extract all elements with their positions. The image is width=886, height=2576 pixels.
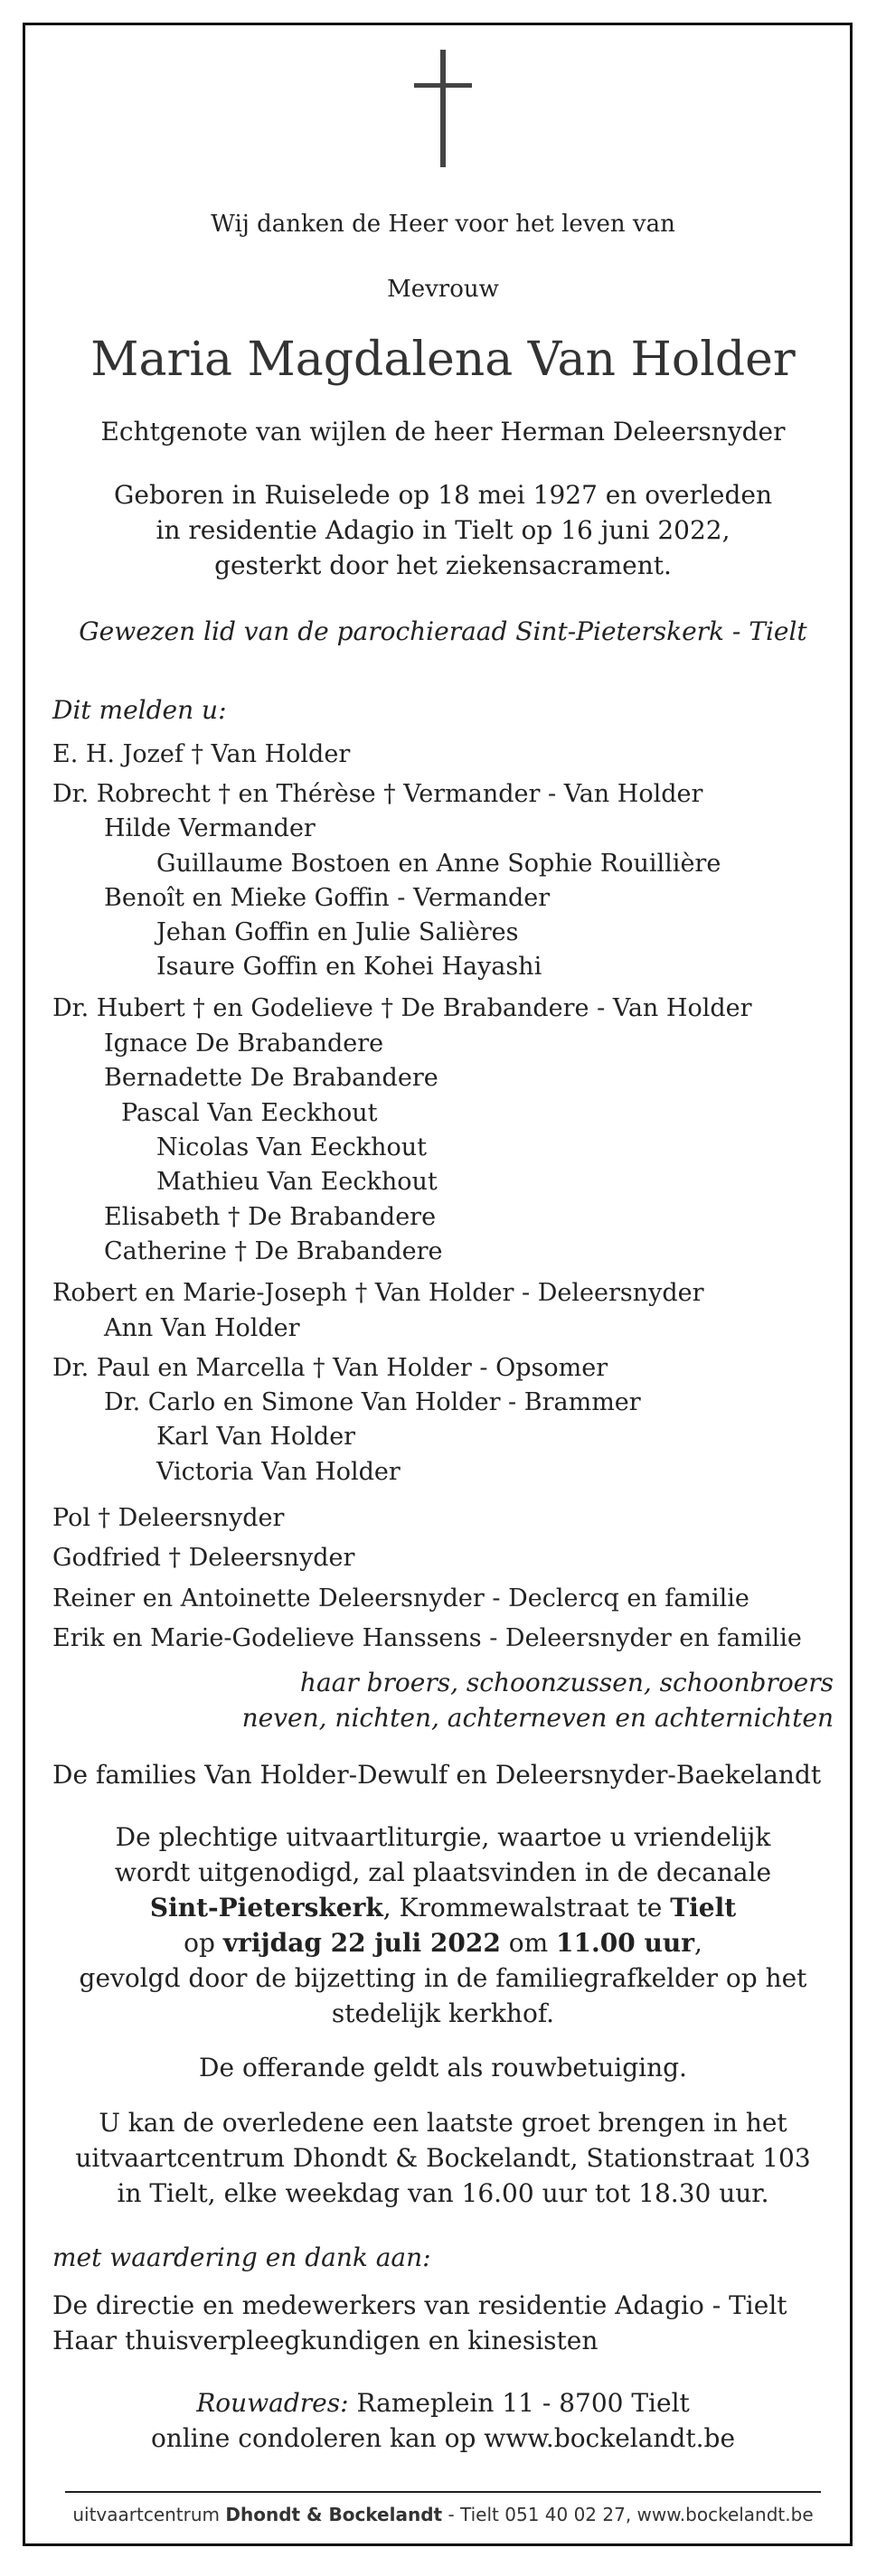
birth-line: gesterkt door het ziekensacrament. bbox=[214, 550, 672, 580]
offering-text: De offerande geldt als rouwbetuiging. bbox=[199, 2053, 687, 2082]
funeral-time: 11.00 uur bbox=[556, 1928, 694, 1958]
visit-line: in Tielt, elke weekdag van 16.00 uur tot 18.30 uur. bbox=[117, 2178, 769, 2208]
footer-text: uitvaartcentrum Dhondt & Bockelandt - Tielt 051 40 02 27, www.bockelandt.be bbox=[72, 2504, 814, 2525]
mourner-line: Ann Van Holder bbox=[104, 1314, 300, 1342]
role-text: Gewezen lid van de parochieraad Sint-Pieterskerk - Tielt bbox=[79, 616, 807, 646]
funeral-datetime: op vrijdag 22 juli 2022 om 11.00 uur, bbox=[184, 1928, 702, 1958]
mourner-line: Benoît en Mieke Goffin - Vermander bbox=[104, 884, 551, 912]
mourner-line: Hilde Vermander bbox=[104, 814, 316, 842]
spouse-text: Echtgenote van wijlen de heer Herman Deleersnyder bbox=[100, 417, 786, 447]
intro-text: Wij danken de Heer voor het leven van bbox=[211, 211, 675, 238]
mourner-line: Ignace De Brabandere bbox=[104, 1029, 384, 1058]
mourner-line: Bernadette De Brabandere bbox=[104, 1064, 438, 1092]
visit-line: U kan de overledene een laatste groet brengen in het bbox=[99, 2108, 787, 2138]
mourner-line: Dr. Carlo en Simone Van Holder - Brammer bbox=[104, 1388, 641, 1416]
mourners-heading: Dit melden u: bbox=[52, 695, 227, 725]
relatives-line: haar broers, schoonzussen, schoonbroers bbox=[299, 1668, 834, 1697]
mourner-line: Catherine † De Brabandere bbox=[104, 1237, 443, 1265]
thanks-heading: met waardering en dank aan: bbox=[52, 2242, 431, 2272]
address-label: Rouwadres: bbox=[196, 2388, 349, 2418]
mourning-address: Rouwadres: Rameplein 11 - 8700 Tielt bbox=[196, 2388, 690, 2418]
funeral-line: De plechtige uitvaartliturgie, waartoe u vriendelijk bbox=[115, 1822, 771, 1852]
funeral-line: stedelijk kerkhof. bbox=[331, 1998, 555, 2028]
mourner-line: Erik en Marie-Godelieve Hanssens - Deleersnyder en familie bbox=[52, 1624, 802, 1652]
mourner-line: Victoria Van Holder bbox=[156, 1458, 401, 1486]
mourner-line: Isaure Goffin en Kohei Hayashi bbox=[156, 953, 542, 981]
mourner-line: Karl Van Holder bbox=[156, 1423, 356, 1451]
mourner-line: Mathieu Van Eeckhout bbox=[156, 1168, 438, 1196]
footer-company: Dhondt & Bockelandt bbox=[225, 2504, 443, 2525]
mourner-line: Dr. Hubert † en Godelieve † De Brabandere - Van Holder bbox=[52, 994, 752, 1022]
funeral-date: vrijdag 22 juli 2022 bbox=[222, 1928, 501, 1958]
title-text: Mevrouw bbox=[387, 276, 499, 303]
church-name: Sint-Pieterskerk bbox=[149, 1893, 383, 1923]
mourner-line: Godfried † Deleersnyder bbox=[52, 1544, 355, 1572]
mourner-line: Elisabeth † De Brabandere bbox=[104, 1203, 437, 1231]
thanks-line: De directie en medewerkers van residentie Adagio - Tielt bbox=[52, 2290, 787, 2320]
mourner-line: Robert en Marie-Joseph † Van Holder - Deleersnyder bbox=[52, 1279, 704, 1307]
mourner-line: Reiner en Antoinette Deleersnyder - Declercq en familie bbox=[52, 1584, 749, 1612]
funeral-location: Sint-Pieterskerk, Krommewalstraat te Tielt bbox=[149, 1893, 737, 1923]
mourner-line: Dr. Robrecht † en Thérèse † Vermander - Van Holder bbox=[52, 780, 703, 808]
funeral-line: wordt uitgenodigd, zal plaatsvinden in de decanale bbox=[114, 1857, 772, 1887]
birth-line: Geboren in Ruiselede op 18 mei 1927 en overleden bbox=[114, 480, 772, 510]
mourner-line: E. H. Jozef † Van Holder bbox=[52, 740, 351, 768]
mourner-line: Guillaume Bostoen en Anne Sophie Rouillière bbox=[156, 850, 721, 878]
online-condolences: online condoleren kan op www.bockelandt.be bbox=[150, 2423, 736, 2453]
footer-divider bbox=[65, 2491, 821, 2493]
cross-icon bbox=[414, 50, 472, 167]
relatives-line: neven, nichten, achterneven en achternichten bbox=[241, 1703, 834, 1733]
deceased-name: Maria Magdalena Van Holder bbox=[90, 333, 796, 387]
funeral-line: gevolgd door de bijzetting in de familiegrafkelder op het bbox=[79, 1963, 807, 1993]
mourner-line: Jehan Goffin en Julie Salières bbox=[156, 918, 519, 946]
birth-line: in residentie Adagio in Tielt op 16 juni 2022, bbox=[156, 515, 730, 545]
mourner-line: Nicolas Van Eeckhout bbox=[156, 1133, 427, 1161]
mourner-line: Pascal Van Eeckhout bbox=[121, 1099, 378, 1127]
city-name: Tielt bbox=[670, 1893, 737, 1923]
thanks-line: Haar thuisverpleegkundigen en kinesisten bbox=[52, 2326, 599, 2355]
visit-line: uitvaartcentrum Dhondt & Bockelandt, Stationstraat 103 bbox=[75, 2143, 811, 2173]
mourner-line: Pol † Deleersnyder bbox=[52, 1504, 285, 1532]
families-text: De families Van Holder-Dewulf en Deleersnyder-Baekelandt bbox=[52, 1760, 822, 1790]
mourner-line: Dr. Paul en Marcella † Van Holder - Opsomer bbox=[52, 1354, 608, 1382]
